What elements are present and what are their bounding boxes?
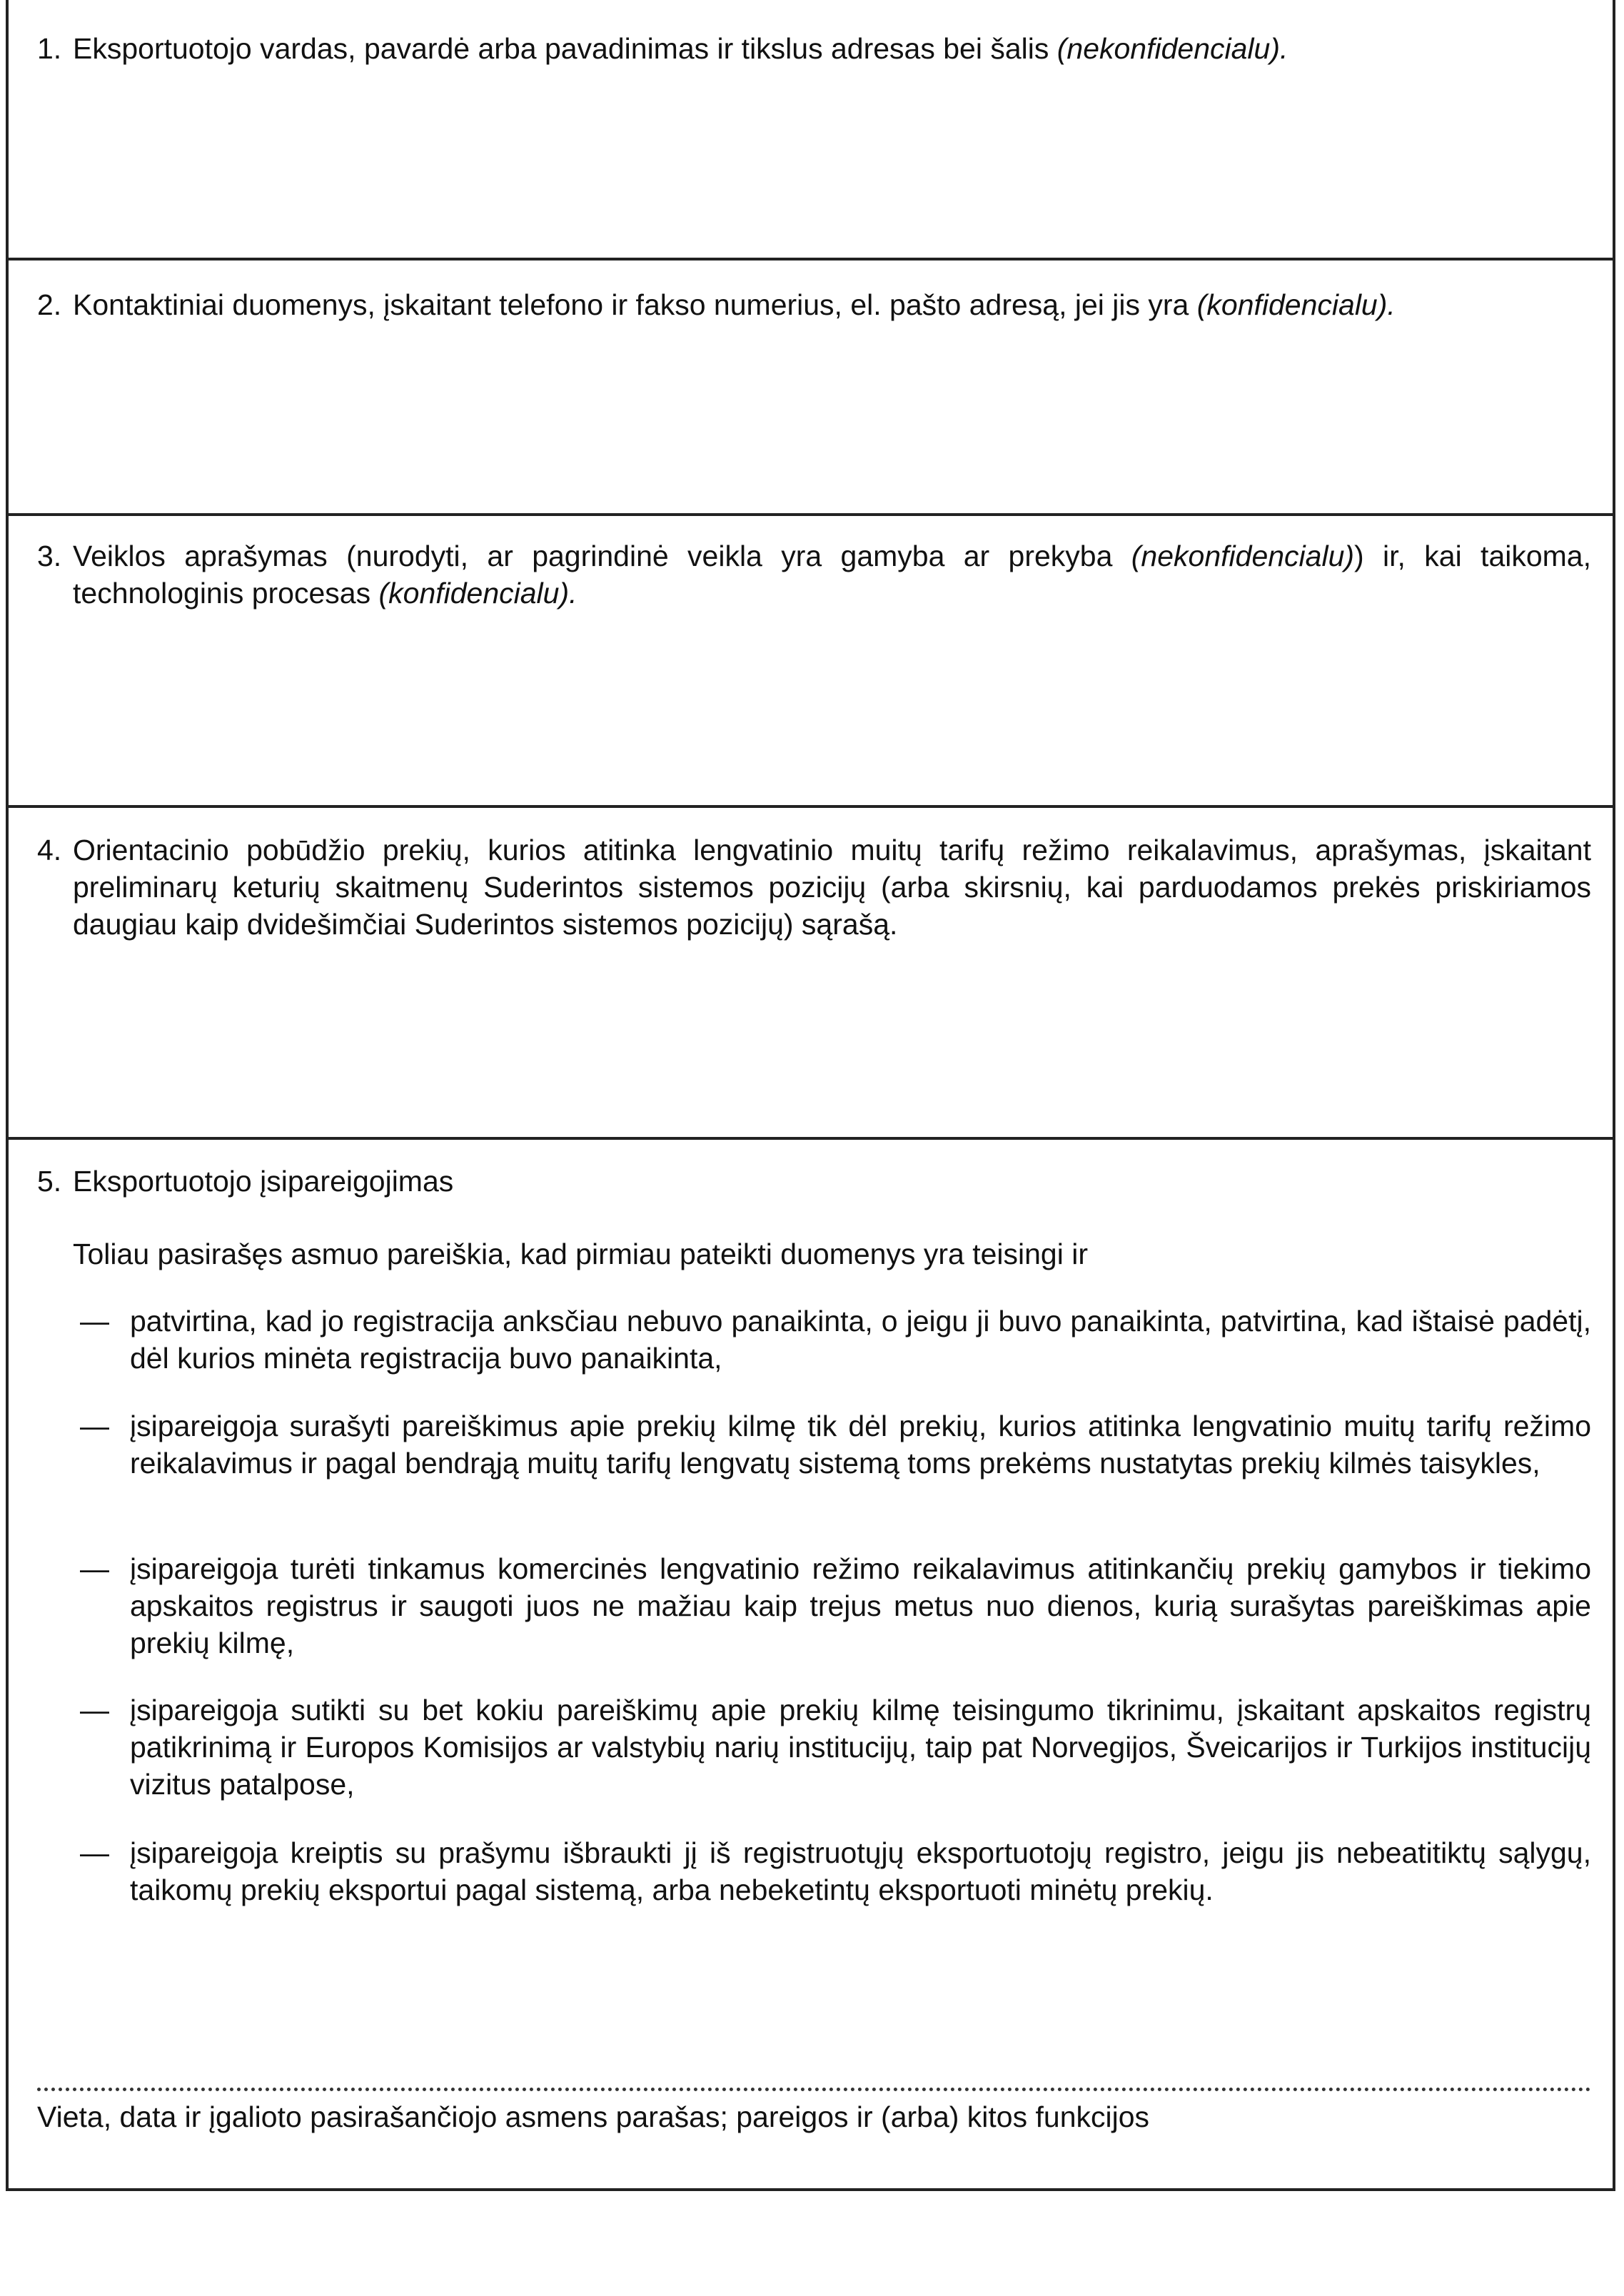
section-3 [9,516,1613,808]
section-number: 5. [37,1165,62,1198]
section-number: 4. [37,834,62,866]
section-2 [9,261,1613,516]
section-3-text: Veiklos aprašymas (nurodyti, ar pagrindinė veikla yra gamyba ar prekyba (nekonfidencialu)) ir, kai taikoma, technologinis procesas (konfidencialu). [73,540,1591,610]
commitment-bullet: — patvirtina, kad jo registracija anksčiau nebuvo panaikinta, o jeigu ji buvo panaikinta, patvirtina, kad ištaisė padėtį, dėl kurios minėta registracija buvo panaikinta, [66,1303,1591,1377]
section-4-item [37,831,1591,943]
section-1 [9,0,1613,261]
signature-caption: Vieta, data ir įgalioto pasirašančiojo asmens parašas; pareigos ir (arba) kitos funkcijos [37,2100,1150,2133]
dash-icon: — [80,1410,109,1442]
commitment-bullet: — įsipareigoja surašyti pareiškimus apie prekių kilmę tik dėl prekių, kurios atitinka lengvatinio muitų tarifų režimo reikalavimus ir pagal bendrąją muitų tarifų lengvatų sistemą toms prekėms nustatytas prekių kilmės taisykles, [66,1407,1591,1482]
section-number: 1. [37,32,62,65]
section-5-title: 5. Eksportuotojo įsipareigojimas [37,1163,1591,1200]
section-1-item [37,30,1591,67]
section-5-intro: Toliau pasirašęs asmuo pareiškia, kad pirmiau pateikti duomenys yra teisingi ir [73,1238,1088,1270]
dash-icon: — [80,1836,109,1869]
commitment-bullet: — įsipareigoja kreiptis su prašymu išbraukti jį iš registruotųjų eksportuotojų registro, jeigu jis nebeatitiktų sąlygų, taikomų prekių eksportui pagal sistemą, arba nebeketintų eksportuoti minėtų prekių. [66,1834,1591,1908]
dash-icon: — [80,1552,109,1585]
section-2-text: Kontaktiniai duomenys, įskaitant telefono ir fakso numerius, el. pašto adresą, jei jis yra (konfidencialu). [73,288,1396,321]
dash-icon: — [80,1305,109,1337]
section-1-text: Eksportuotojo vardas, pavardė arba pavadinimas ir tikslus adresas bei šalis (nekonfidencialu). [73,32,1288,65]
registration-form [6,0,1615,2191]
commitment-bullet: — įsipareigoja turėti tinkamus komercinės lengvatinio režimo reikalavimus atitinkančių prekių gamybos ir tiekimo apskaitos registrus ir saugoti juos ne mažiau kaip trejus metus nuo dienos, kurią surašytas pareiškimas apie prekių kilmę, [66,1550,1591,1662]
section-number: 2. [37,288,62,321]
commitment-bullet: — įsipareigoja sutikti su bet kokiu pareiškimų apie prekių kilmę teisingumo tikrinimu, įskaitant apskaitos registrų patikrinimą ir Europos Komisijos ar valstybių narių institucijų, taip pat Norvegijos, Šveicarijos ir Turkijos institucijų vizitus patalpose, [66,1691,1591,1803]
section-number: 3. [37,540,62,572]
dash-icon: — [80,1694,109,1726]
section-4-text: Orientacinio pobūdžio prekių, kurios atitinka lengvatinio muitų tarifų režimo reikalavimus, aprašymas, įskaitant preliminarų keturių skaitmenų Suderintos sistemos pozicijų (arba skirsnių, kai parduodamos prekės priskiriamos daugiau kaip dvidešimčiai Suderintos sistemos pozicijų) sąrašą. [73,834,1591,941]
section-5 [9,1140,1613,2191]
signature-line[interactable] [37,2080,1591,2091]
section-2-item [37,286,1591,323]
section-3-item [37,537,1591,612]
section-4 [9,808,1613,1140]
